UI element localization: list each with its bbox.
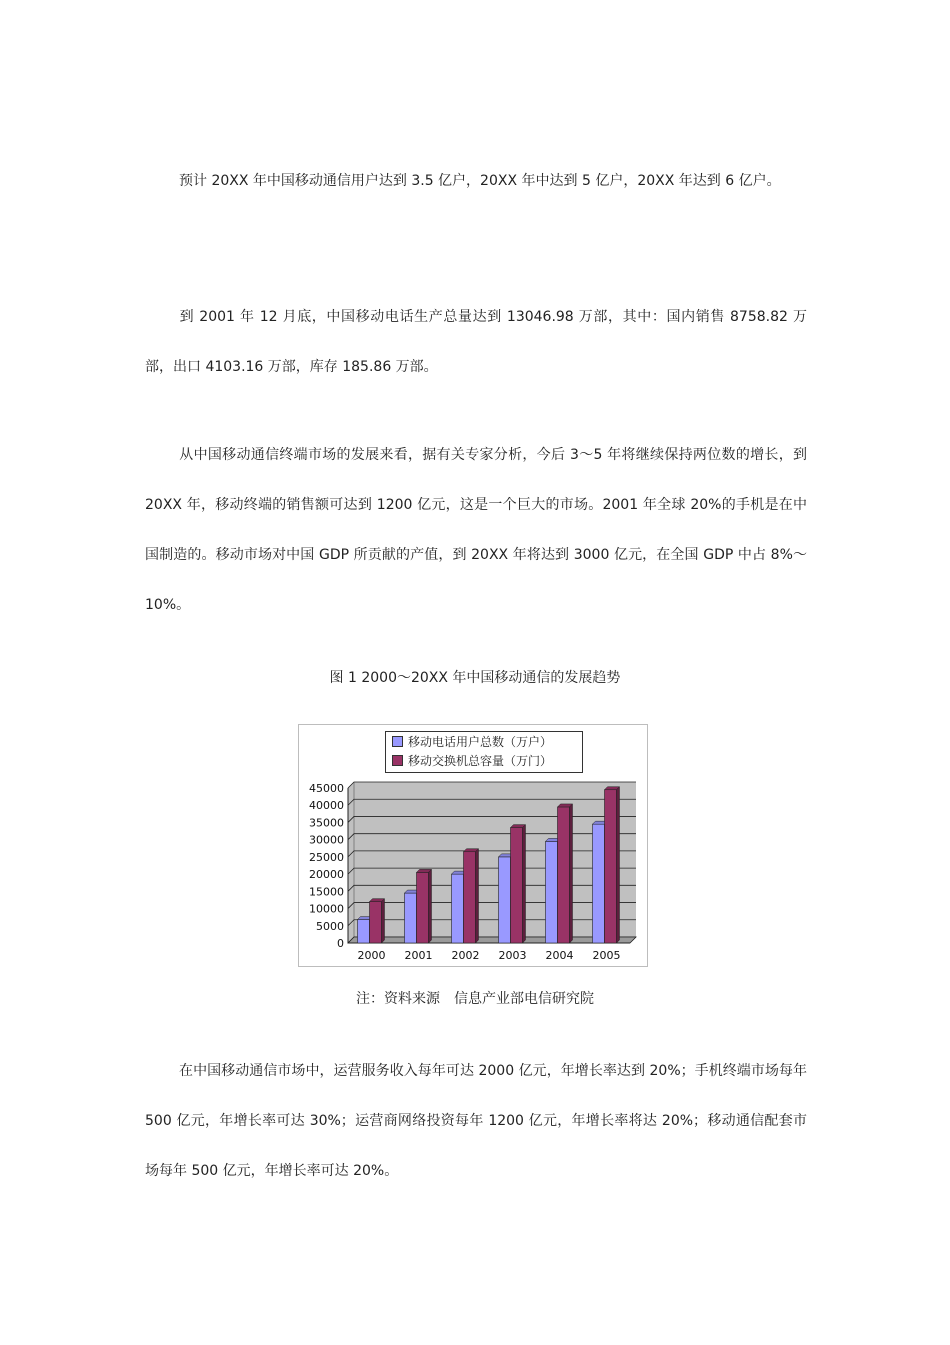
legend-item-series2 (386, 751, 582, 770)
bar-2 (558, 807, 570, 943)
y-tick-label: 30000 (309, 833, 344, 847)
bar-2 (605, 790, 617, 943)
legend-swatch-series2 (392, 755, 403, 766)
bar-1 (452, 874, 464, 943)
paragraph-text: 从中国移动通信终端市场的发展来看，据有关专家分析，今后 3～5 年将继续保持两位数的增长，到 20XX 年，移动终端的销售额可达到 1200 亿元，这是一个巨大的市场。2001 年全球 20%的手机是在中国制造的。移动市场对中国 GDP 所贡献的产值，到 20XX 年将达到 3000 亿元，在全国 GDP 中占 8%～10%。 (145, 447, 807, 613)
source-note: 注：资料来源 信息产业部电信研究院 (356, 991, 594, 1007)
paragraph-operations (145, 1046, 807, 1196)
figure-caption: 图 1 2000～20XX 年中国移动通信的发展趋势 (329, 670, 621, 686)
paragraph-text: 到 2001 年 12 月底，中国移动电话生产总量达到 13046.98 万部，其中：国内销售 8758.82 万部，出口 4103.16 万部，库存 185.86 万部。 (145, 309, 807, 375)
bar-2 (370, 902, 382, 943)
y-tick-label: 15000 (309, 885, 344, 899)
bar-side-2 (382, 899, 385, 943)
legend-label-series1: 移动电话用户总数（万户） (408, 735, 553, 749)
x-tick-label: 2004 (545, 949, 574, 962)
bar-side-2 (429, 869, 432, 943)
y-tick-label: 10000 (309, 902, 344, 916)
bar-1 (358, 920, 370, 943)
y-tick-label: 20000 (309, 868, 344, 882)
y-tick-label: 5000 (316, 919, 344, 933)
bar-side-2 (617, 787, 620, 943)
x-tick-label: 2000 (357, 949, 386, 962)
y-tick-label: 45000 (309, 782, 344, 795)
bar-1 (405, 893, 417, 943)
x-tick-label: 2005 (592, 949, 621, 962)
bar-1 (499, 857, 511, 943)
y-tick-label: 35000 (309, 816, 344, 830)
x-tick-label: 2002 (451, 949, 480, 962)
chart-legend (385, 731, 583, 773)
bar-chart (298, 724, 648, 967)
bar-2 (511, 828, 523, 943)
y-tick-label: 40000 (309, 799, 344, 813)
y-tick-label: 0 (337, 937, 344, 950)
legend-item-series1 (386, 732, 582, 751)
bar-side-2 (570, 804, 573, 943)
paragraph-text: 在中国移动通信市场中，运营服务收入每年可达 2000 亿元，年增长率达到 20%；手机终端市场每年 500 亿元，年增长率可达 30%；运营商网络投资每年 1200 亿元，年增长率将达 20%；移动通信配套市场每年 500 亿元，年增长率可达 20%。 (145, 1063, 807, 1179)
bar-2 (417, 872, 429, 943)
bar-2 (464, 852, 476, 943)
paragraph-text: 预计 20XX 年中国移动通信用户达到 3.5 亿户，20XX 年中达到 5 亿户，20XX 年达到 6 亿户。 (179, 173, 781, 189)
legend-label-series2: 移动交换机总容量（万门） (408, 754, 553, 768)
x-tick-label: 2001 (404, 949, 433, 962)
legend-swatch-series1 (392, 736, 403, 747)
bar-1 (593, 824, 605, 943)
bar-side-2 (523, 825, 526, 943)
paragraph-user-forecast (145, 156, 807, 206)
bar-side-2 (476, 849, 479, 943)
bar-1 (546, 841, 558, 943)
paragraph-terminal-market (145, 430, 807, 630)
y-tick-label: 25000 (309, 850, 344, 864)
x-tick-label: 2003 (498, 949, 527, 962)
paragraph-production (145, 292, 807, 392)
